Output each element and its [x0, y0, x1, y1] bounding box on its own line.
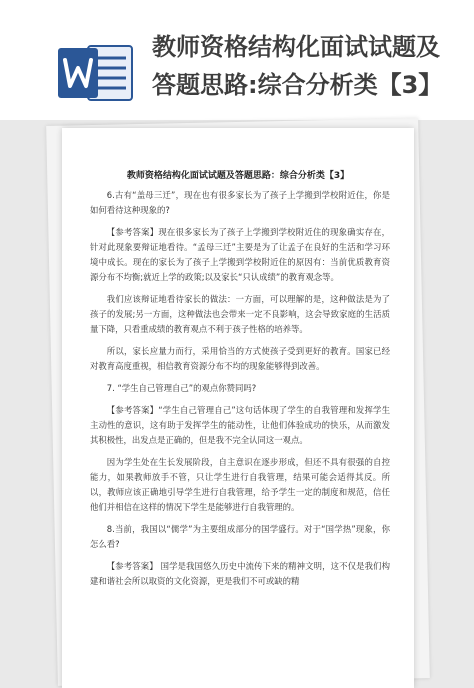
word-document-icon — [58, 42, 134, 104]
paragraph-question-8: 8.当前，我国以“儒学”为主要组成部分的国学盛行。对于“国学热”现象，你怎么看? — [90, 524, 390, 549]
paragraph-answer-6-analysis: 我们应该辩证地看待家长的做法：一方面，可以理解的是，这种做法是为了孩子的发展;另一方面，这种做法也会带来一定不良影响，这会导致家庭的生活质量下降，只看重成绩的教育观点不利于孩子性格的培养等。 — [90, 294, 390, 334]
document-body — [90, 188, 390, 596]
paragraph-answer-6: 【参考答案】现在很多家长为了孩子上学搬到学校附近住的现象确实存在，针对此现象要辩证地看待。“孟母三迁”主要是为了让孟子在良好的生活和学习环境中成长。现在的家长为了孩子上学搬到学校附近住的原因有：当前优质教育资源分布不均衡;就近上学的政策;以及家长“只认成绩”的教育观念等。 — [90, 227, 390, 282]
paragraph-answer-8: 【参考答案】 国学是我国悠久历史中流传下来的精神文明，这不仅是我们构建和谐社会所以取资的文化资源，更是我们不可或缺的精 — [90, 561, 390, 586]
paragraph-question-7: 7. “学生自己管理自己”的观点你赞同吗? — [106, 383, 257, 393]
document-title: 教师资格结构化面试试题及答题思路：综合分析类【3】 — [126, 171, 350, 181]
paragraph-answer-7-analysis: 因为学生处在生长发展阶段，自主意识在逐步形成，但还不具有很强的自控能力，如果教师放手不管，只让学生进行自我管理，结果可能会适得其反。所以，教师应该正确地引导学生进行自我管理，给予学生一定的制度和规范，信任他们并相信在这样的情况下学生是能够进行自我管理的。 — [90, 457, 390, 512]
paragraph-answer-6-conclusion: 所以，家长应量力而行，采用恰当的方式使孩子受到更好的教育。国家已经对教育高度重视，相信教育资源分布不均的现象能够得到改善。 — [90, 346, 390, 371]
paragraph-answer-7: 【参考答案】“学生自己管理自己”这句话体现了学生的自我管理和发挥学生主动性的意识，这有助于发挥学生的能动性，让他们体验成功的快乐，从而激发其积极性，出发点是正确的，但是我不完全认同这一观点。 — [90, 405, 390, 445]
paragraph-question-6: 6.古有“盖母三迁”，现在也有很多家长为了孩子上学搬到学校附近住，你是如何看待这种现象的? — [90, 190, 390, 215]
document-page — [62, 128, 414, 688]
page-header — [0, 0, 474, 120]
page-title: 教师资格结构化面试试题及答题思路:综合分析类【3】 — [152, 33, 443, 99]
